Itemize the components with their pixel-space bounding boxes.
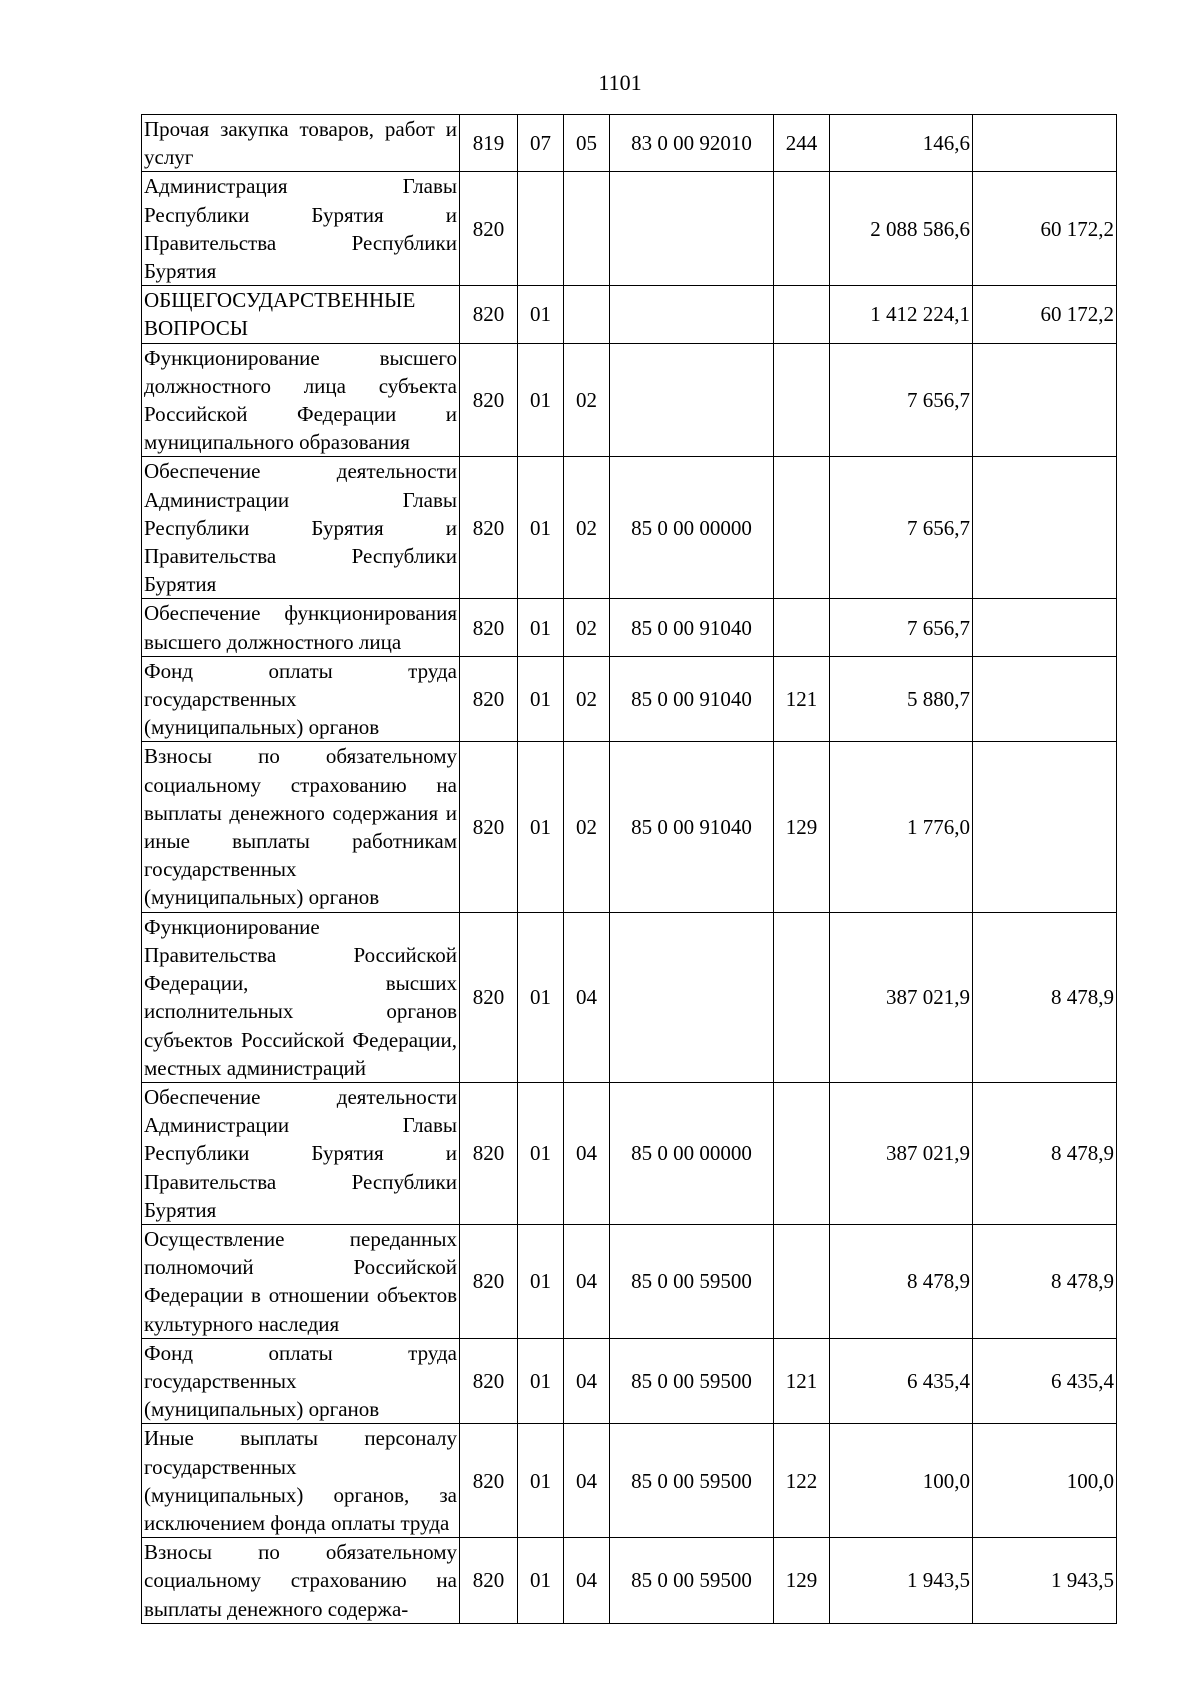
row-amount: 7 656,7 xyxy=(830,343,973,457)
row-target-article xyxy=(610,912,774,1082)
row-target-article: 85 0 00 91040 xyxy=(610,742,774,912)
row-target-article xyxy=(610,286,774,343)
row-target-article: 85 0 00 00000 xyxy=(610,457,774,599)
row-expense-type xyxy=(774,1082,830,1224)
row-section-code: 01 xyxy=(518,286,564,343)
row-ministry-code: 820 xyxy=(460,1538,518,1624)
row-subsection-code xyxy=(564,172,610,286)
row-amount: 2 088 586,6 xyxy=(830,172,973,286)
row-name: Функционирование Правительства Российской Федерации, высших исполнительных органов субъектов Российской Федерации, местных администраций xyxy=(142,912,460,1082)
row-expense-type: 121 xyxy=(774,1338,830,1424)
row-name: Обеспечение деятельности Администрации Главы Республики Бурятия и Правительства Республики Бурятия xyxy=(142,457,460,599)
row-expense-type: 244 xyxy=(774,115,830,172)
table-row xyxy=(142,457,1117,599)
row-amount: 8 478,9 xyxy=(830,1224,973,1338)
row-ministry-code: 820 xyxy=(460,599,518,656)
row-ministry-code: 820 xyxy=(460,172,518,286)
row-target-article: 85 0 00 91040 xyxy=(610,656,774,742)
row-expense-type xyxy=(774,457,830,599)
row-ministry-code: 819 xyxy=(460,115,518,172)
row-amount: 1 412 224,1 xyxy=(830,286,973,343)
row-amount: 100,0 xyxy=(830,1424,973,1538)
row-federal-amount: 8 478,9 xyxy=(973,912,1117,1082)
row-subsection-code: 04 xyxy=(564,1338,610,1424)
row-federal-amount: 60 172,2 xyxy=(973,286,1117,343)
row-expense-type: 129 xyxy=(774,742,830,912)
row-federal-amount: 100,0 xyxy=(973,1424,1117,1538)
row-federal-amount xyxy=(973,115,1117,172)
table-row xyxy=(142,1224,1117,1338)
row-section-code: 01 xyxy=(518,1082,564,1224)
row-target-article xyxy=(610,172,774,286)
row-expense-type xyxy=(774,343,830,457)
row-expense-type: 129 xyxy=(774,1538,830,1624)
row-ministry-code: 820 xyxy=(460,1082,518,1224)
row-target-article: 83 0 00 92010 xyxy=(610,115,774,172)
table-row xyxy=(142,1538,1117,1624)
row-ministry-code: 820 xyxy=(460,286,518,343)
row-ministry-code: 820 xyxy=(460,912,518,1082)
row-subsection-code: 04 xyxy=(564,912,610,1082)
row-expense-type: 121 xyxy=(774,656,830,742)
row-target-article: 85 0 00 00000 xyxy=(610,1082,774,1224)
row-name: ОБЩЕГОСУДАРСТВЕННЫЕ ВОПРОСЫ xyxy=(142,286,460,343)
table-row xyxy=(142,1424,1117,1538)
table-row xyxy=(142,1082,1117,1224)
row-amount: 6 435,4 xyxy=(830,1338,973,1424)
row-name: Обеспечение функционирования высшего должностного лица xyxy=(142,599,460,656)
row-subsection-code: 04 xyxy=(564,1224,610,1338)
row-federal-amount: 8 478,9 xyxy=(973,1224,1117,1338)
row-ministry-code: 820 xyxy=(460,1424,518,1538)
table-row xyxy=(142,172,1117,286)
row-ministry-code: 820 xyxy=(460,343,518,457)
table-row xyxy=(142,115,1117,172)
row-name: Осуществление переданных полномочий Российской Федерации в отношении объектов культурного наследия xyxy=(142,1224,460,1338)
row-name: Администрация Главы Республики Бурятия и Правительства Республики Бурятия xyxy=(142,172,460,286)
row-name: Функционирование высшего должностного лица субъекта Российской Федерации и муниципального образования xyxy=(142,343,460,457)
row-amount: 7 656,7 xyxy=(830,457,973,599)
row-ministry-code: 820 xyxy=(460,1338,518,1424)
row-federal-amount: 60 172,2 xyxy=(973,172,1117,286)
row-subsection-code: 02 xyxy=(564,656,610,742)
row-name: Взносы по обязательному социальному страхованию на выплаты денежного содержания и иные выплаты работникам государственных (муниципальных) органов xyxy=(142,742,460,912)
row-subsection-code: 04 xyxy=(564,1538,610,1624)
row-amount: 1 776,0 xyxy=(830,742,973,912)
row-expense-type xyxy=(774,286,830,343)
row-expense-type xyxy=(774,172,830,286)
row-federal-amount xyxy=(973,343,1117,457)
row-amount: 7 656,7 xyxy=(830,599,973,656)
row-section-code: 01 xyxy=(518,1338,564,1424)
row-federal-amount: 6 435,4 xyxy=(973,1338,1117,1424)
row-federal-amount xyxy=(973,599,1117,656)
table-row xyxy=(142,343,1117,457)
row-expense-type xyxy=(774,599,830,656)
row-subsection-code: 04 xyxy=(564,1082,610,1224)
row-expense-type: 122 xyxy=(774,1424,830,1538)
table-row xyxy=(142,742,1117,912)
row-subsection-code: 05 xyxy=(564,115,610,172)
row-section-code: 01 xyxy=(518,742,564,912)
row-section-code: 01 xyxy=(518,599,564,656)
row-target-article: 85 0 00 91040 xyxy=(610,599,774,656)
row-name: Обеспечение деятельности Администрации Главы Республики Бурятия и Правительства Республики Бурятия xyxy=(142,1082,460,1224)
row-amount: 387 021,9 xyxy=(830,912,973,1082)
row-section-code: 01 xyxy=(518,343,564,457)
row-name: Иные выплаты персоналу государственных (муниципальных) органов, за исключением фонда оплаты труда xyxy=(142,1424,460,1538)
row-section-code xyxy=(518,172,564,286)
row-section-code: 01 xyxy=(518,656,564,742)
row-amount: 1 943,5 xyxy=(830,1538,973,1624)
row-section-code: 07 xyxy=(518,115,564,172)
row-name: Фонд оплаты труда государственных (муниципальных) органов xyxy=(142,1338,460,1424)
row-ministry-code: 820 xyxy=(460,1224,518,1338)
row-ministry-code: 820 xyxy=(460,656,518,742)
row-subsection-code: 02 xyxy=(564,457,610,599)
row-name: Взносы по обязательному социальному страхованию на выплаты денежного содержа- xyxy=(142,1538,460,1624)
row-subsection-code: 02 xyxy=(564,742,610,912)
table-row xyxy=(142,656,1117,742)
table-row xyxy=(142,599,1117,656)
row-subsection-code xyxy=(564,286,610,343)
row-amount: 146,6 xyxy=(830,115,973,172)
row-subsection-code: 04 xyxy=(564,1424,610,1538)
page-number: 1101 xyxy=(598,70,642,95)
row-ministry-code: 820 xyxy=(460,457,518,599)
table-row xyxy=(142,912,1117,1082)
row-target-article: 85 0 00 59500 xyxy=(610,1224,774,1338)
row-target-article xyxy=(610,343,774,457)
row-subsection-code: 02 xyxy=(564,599,610,656)
row-name: Прочая закупка товаров, работ и услуг xyxy=(142,115,460,172)
row-federal-amount xyxy=(973,742,1117,912)
row-target-article: 85 0 00 59500 xyxy=(610,1338,774,1424)
row-section-code: 01 xyxy=(518,912,564,1082)
table-row xyxy=(142,1338,1117,1424)
row-ministry-code: 820 xyxy=(460,742,518,912)
row-amount: 387 021,9 xyxy=(830,1082,973,1224)
row-federal-amount xyxy=(973,656,1117,742)
row-name: Фонд оплаты труда государственных (муниципальных) органов xyxy=(142,656,460,742)
row-subsection-code: 02 xyxy=(564,343,610,457)
row-section-code: 01 xyxy=(518,1538,564,1624)
row-target-article: 85 0 00 59500 xyxy=(610,1538,774,1624)
row-section-code: 01 xyxy=(518,457,564,599)
row-federal-amount: 1 943,5 xyxy=(973,1538,1117,1624)
row-section-code: 01 xyxy=(518,1224,564,1338)
row-expense-type xyxy=(774,912,830,1082)
row-federal-amount: 8 478,9 xyxy=(973,1082,1117,1224)
row-target-article: 85 0 00 59500 xyxy=(610,1424,774,1538)
table-row xyxy=(142,286,1117,343)
row-section-code: 01 xyxy=(518,1424,564,1538)
budget-table xyxy=(141,114,1117,1624)
row-amount: 5 880,7 xyxy=(830,656,973,742)
row-expense-type xyxy=(774,1224,830,1338)
row-federal-amount xyxy=(973,457,1117,599)
